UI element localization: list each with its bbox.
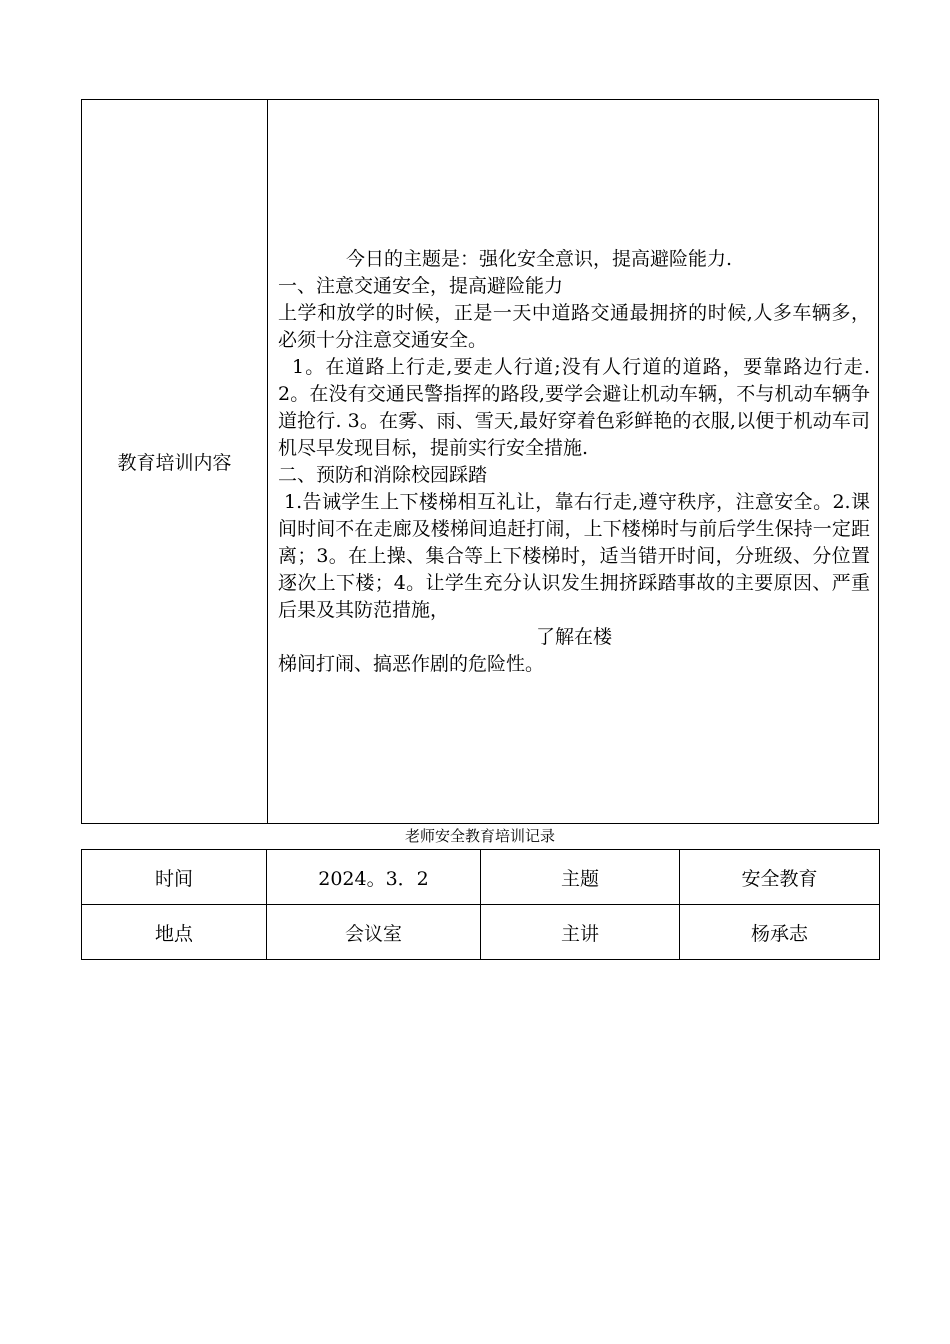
- content-section-2-ending: 梯间打闹、搞恶作剧的危险性。: [278, 652, 545, 675]
- content-section-1-intro: 上学和放学的时候，正是一天中道路交通最拥挤的时候,人多车辆多，必须十分注意交通安全。: [278, 301, 870, 351]
- record-info-table: [81, 849, 880, 960]
- content-section-2-items: 1.告诫学生上下楼梯相互礼让，靠右行走,遵守秩序，注意安全。2.课间时间不在走廊及楼梯间追赶打闹，上下楼梯时与前后学生保持一定距离；3。在上操、集合等上下楼梯时，适当错开时间，分班级、分位置逐次上下楼；4。让学生充分认识发生拥挤踩踏事故的主要原因、严重后果及其防范措施，: [278, 490, 870, 621]
- content-section-2-continuation: 了解在楼: [535, 625, 612, 648]
- content-section-1-items: 1。在道路上行走,要走人行道;没有人行道的道路，要靠路边行走. 2。在没有交通民警指挥的路段,要学会避让机动车辆，不与机动车辆争道抢行. 3。在雾、雨、雪天,最好穿着色彩鲜艳的衣服,以便于机动车司机尽早发现目标，提前实行安全措施.: [278, 355, 870, 459]
- speaker-value: 杨承志: [680, 905, 880, 960]
- speaker-label: 主讲: [481, 905, 680, 960]
- training-content-table: [81, 99, 879, 824]
- content-section-2-heading: 二、预防和消除校园踩踏: [278, 463, 488, 486]
- content-label: 教育培训内容: [117, 452, 232, 474]
- time-label: 时间: [82, 850, 267, 905]
- time-value: 2024。3．2: [267, 850, 481, 905]
- content-section-1-heading: 一、注意交通安全，提高避险能力: [278, 274, 564, 297]
- table-row: [82, 850, 880, 905]
- content-label-cell: [82, 100, 268, 824]
- place-label: 地点: [82, 905, 267, 960]
- content-theme-line: 今日的主题是：强化安全意识，提高避险能力.: [346, 247, 733, 270]
- topic-label: 主题: [481, 850, 680, 905]
- record-title: 老师安全教育培训记录: [404, 827, 555, 845]
- place-value: 会议室: [267, 905, 481, 960]
- content-body-cell: [268, 100, 879, 824]
- table-row: [82, 905, 880, 960]
- topic-value: 安全教育: [680, 850, 880, 905]
